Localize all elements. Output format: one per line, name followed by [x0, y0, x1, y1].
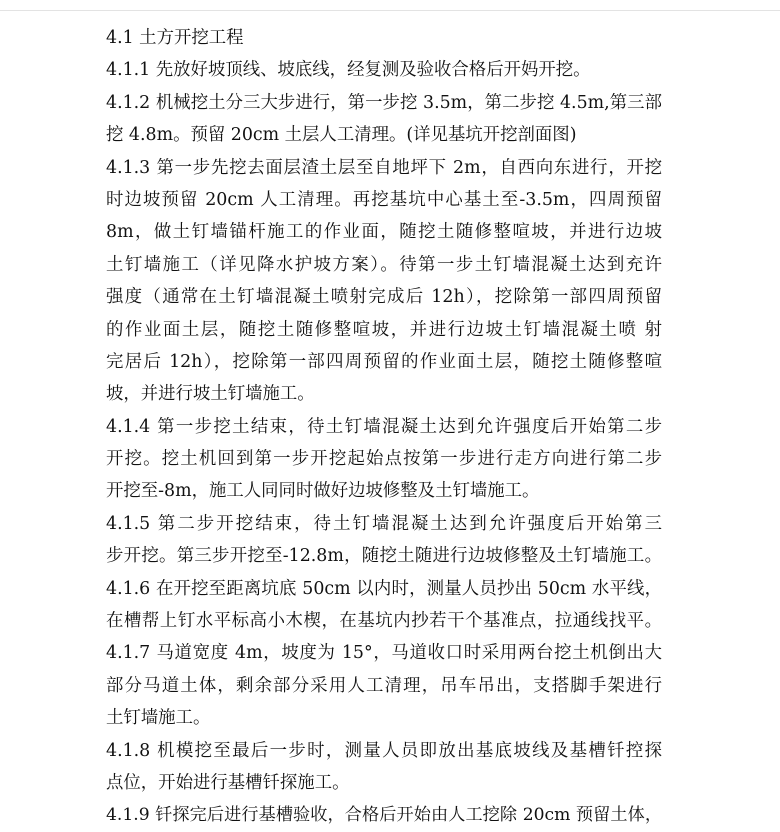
text-line: 挖 4.8m。预留 20cm 土层人工清理。(详见基坑开挖剖面图) [106, 125, 577, 146]
text-line: 4.1.4 第一步挖土结束，待土钉墙混凝土达到允许强度后开始第二步 [106, 416, 662, 437]
text-line: 坡，并进行坡土钉墙施工。 [106, 384, 315, 405]
text-line: 的作业面土层，随挖土随修整喧坡，并进行边坡土钉墙混凝土喷 射 [106, 319, 662, 340]
text-line: 时边坡预留 20cm 人工清理。再挖基坑中心基土至-3.5m，四周预留 [106, 189, 662, 210]
text-line: 开挖至-8m，施工人同同时做好边坡修整及土钉墙施工。 [106, 481, 540, 502]
text-line: 4.1.1 先放好坡顶线、坡底线，经复测及验收合格后开妈开挖。 [106, 60, 591, 81]
text-line: 步开挖。第三步开挖至-12.8m，随挖土随进行边坡修整及土钉墙施工。 [106, 546, 662, 567]
text-line: 土钉墙施工（详见降水护坡方案）。待第一步土钉墙混凝土达到充许 [106, 254, 662, 275]
text-line: 4.1.7 马道宽度 4m，坡度为 15°，马道收口时采用两台挖土机倒出大 [106, 643, 662, 664]
text-line: 4.1.3 第一步先挖去面层渣土层至自地坪下 2m，自西向东进行，开挖 [106, 157, 662, 178]
text-line: 4.1.8 机模挖至最后一步时，测量人员即放出基底坡线及基槽钎控探 [106, 740, 662, 761]
text-line: 4.1.5 第二步开挖结束，待土钉墙混凝土达到允许强度后开始第三 [106, 513, 662, 534]
text-line: 强度（通常在土钉墙混凝土喷射完成后 12h），挖除第一部四周预留 [106, 287, 662, 308]
text-line: 8m，做土钉墙锚杆施工的作业面，随挖土随修整喧坡，并进行边坡 [106, 222, 662, 243]
text-line: 土钉墙施工。 [106, 708, 211, 729]
page-top-border [0, 10, 780, 11]
text-line: 完居后 12h），挖除第一部四周预留的作业面土层，随挖土随修整喧 [106, 351, 662, 372]
text-line: 4.1.6 在开挖至距离坑底 50cm 以内时，测量人员抄出 50cm 水平线， [106, 578, 662, 599]
document-body [106, 22, 662, 832]
text-line: 开挖。挖土机回到第一步开挖起始点按第一步进行走方向进行第二步 [106, 449, 662, 470]
text-line: 部分马道土体，剩余部分采用人工清理，吊车吊出，支搭脚手架进行 [106, 675, 662, 696]
text-line: 4.1.9 钎探完后进行基槽验收，合格后开始由人工挖除 20cm 预留土体， [106, 805, 662, 826]
text-line: 4.1.2 机械挖土分三大步进行，第一步挖 3.5m，第二步挖 4.5m,第三部 [106, 92, 662, 113]
text-line: 在槽帮上钉水平标高小木楔，在基坑内抄若干个基准点，拉通线找平。 [106, 611, 662, 632]
text-line: 点位，开始进行基槽钎探施工。 [106, 772, 350, 793]
text-line: 4.1 土方开挖工程 [106, 28, 244, 48]
